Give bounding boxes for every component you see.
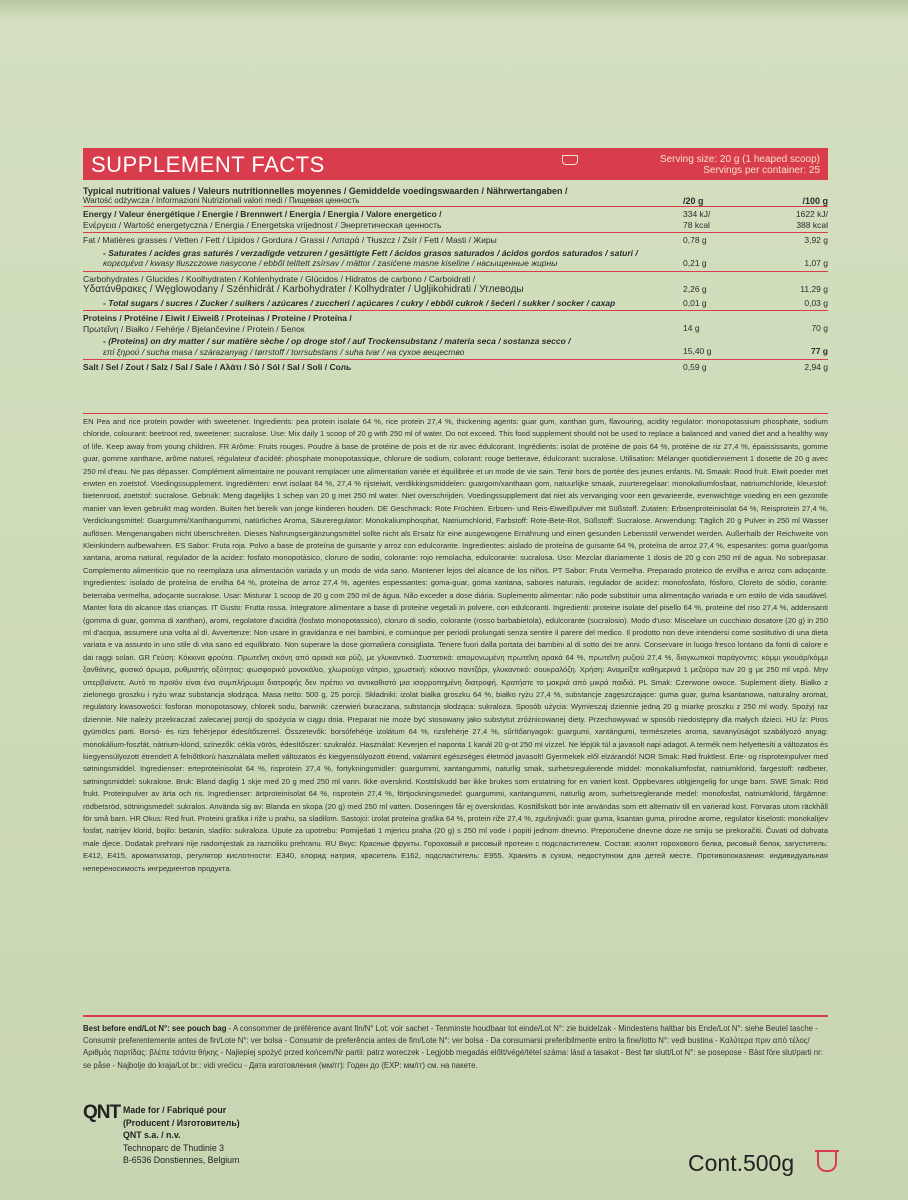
made-for-label: Made for / Fabriqué pour <box>123 1105 227 1115</box>
servings-per-container: Servings per container: 25 <box>703 165 820 176</box>
column-20g: /20 g <box>683 196 704 206</box>
serving-size: Serving size: 20 g (1 heaped scoop) <box>659 154 820 165</box>
sugars-100: 0,03 g <box>804 297 828 308</box>
sugars-label: - Total sugars / sucres / Zucker / suikers / azúcares / zuccheri / açúcares / cukry / ebből cukrok / šećeri / sukker / socker / сахар <box>103 297 616 308</box>
dry-matter-label: - (Proteins) on dry matter / sur matière sèche / op droge stof / auf Trockensubstanz / materia seca / sostanza secco / <box>103 336 571 346</box>
scoop-icon <box>562 155 578 165</box>
saturates-label-2: κορεσμένα / kwasy tłuszczowe nasycone / ebből telített zsírsav / mättor / zasićene masne kiseline / насыщенные жирны <box>103 258 558 268</box>
supplement-facts-title: SUPPLEMENT FACTS <box>83 148 558 180</box>
fat-20: 0,78 g <box>683 235 707 245</box>
sugars-20: 0,01 g <box>683 297 707 308</box>
company-name: QNT s.a. / n.v. <box>123 1130 181 1141</box>
salt-row <box>83 359 828 375</box>
typical-values-label-2: Wartość odżywcza / Informazioni Nutrizionali valori medi / Пищевая ценность <box>83 196 360 205</box>
best-before-label: Best before end/Lot N°: see pouch bag <box>83 1024 227 1033</box>
producer-label: (Producent / Изготовитель) <box>123 1117 240 1128</box>
estimated-sign-icon <box>817 1150 837 1172</box>
energy-kj-100: 1622 kJ/ <box>795 209 828 219</box>
multilingual-ingredients-text: EN Pea and rice protein powder with sweetener. Ingredients: pea protein isolate 64 %, rice protein 27,4 %, thickening agents: guar gum, xanthan gum, flavouring, acidity regulator: monopotassium phosphate, sodium chloride, colourant: beetroot red, sweetener: sucralose. Use: Mix daily 1 scoop of 20 g with 250 ml of water. Do not exceed. This food supplement should not be used to replace a balanced and varied diet and a healthy way of life. Keep away from young children. FR Arôme: Fruits rouges. Poudre à base de protéine de pois et de riz avec édulcorant. Ingrédients: isolat de protéine de pois 64 %, protéine de riz 27,4 %, épaississants, gomme guar, gomme xanthane, arôme naturel, régulateur d'acidité: phosphate monopotassique, chlorure de sodium, colorant: rouge betterave, édulcorant: sucralose. Utilisation: Mélanger quotidiennement 1 dosette de 20 g avec 250 ml d'eau. Ne pas dépasser. Complément alimentaire ne pouvant remplacer une alimentation variée et équilibrée et un mode de vie sain. Tenir hors de portée des jeunes enfants. NL Smaak: Rood fruit. Eiwit poeder met erwten en zoetstof. Voedingssupplement. Ingrediënten: erwt isolaat 64 %, 27,4 % rijsteiwit, verdikkingsmiddelen: guargom/xanthaan gom, natuurlijke smaak, zuurteregelaar: monokaliumfosfaat, natriumchloride, kleurstof: bietenrood, zoetstof: sucralose. Gebruik: Meng dagelijks 1 schep van 20 g met 250 ml water. Niet overschrijden. Voedingssupplement dat niet als vervanging voor een gevarieerde, evenwichtige voeding en een gezonde manier van leven gebruikt mag worden. Buiten het bereik van jonge kinderen houden. DE Geschmack: Rote Früchten. Erbsen- und Reis-Eiweißpulver mit Süßstoff. Zutaten: Erbsenproteinisolat 64 %, Reisprotein 27,4 %, Verdickungsmittel: Guargummi/Xanthangummi, natürliches Aroma, Säureregulator: Monokaliumphosphat, Natriumchlorid, Farbstoff: Rote-Bete-Rot, Süßstoff: Sucralose. Anwendung: Täglich 20 g Pulver in 250 ml Wasser auflösen. Mengenangaben nicht überschreiten. Dieses Nahrungsergänzungsmittel sollte nicht als Ersatz für eine ausgewogene Ernährung und einen gesunden Lebensstil verwendet werden. Außerhalb der Reichweite von Kleinkindern aufbewahren. ES Sabor: Fruta roja. Polvo a base de proteína de guisante y arroz con edulcorante. Ingredientes: aislado de proteína de guisante 64 %, proteína de arroz 27,4 %, espesantes: goma guar/goma xantana, aroma natural, regulador de la acidez: fosfato monopotásico, cloruro de sodio, colorante: rojo remolacha, edulcorante: sucralosa. Uso: Mezclar diariamente 1 dosis de 20 g con 250 ml de agua. No sobrepasar. Complemento alimenticio que no reemplaza una alimentación variada y un modo de vida sano. Mantener lejos del alcance de los niños. PT Sabor: Fruta Vermelha. Preparado proteico de ervilha e arroz com adoçante. Ingredientes: isolado de proteína de ervilha 64 %, proteína de arroz 27,4 %, agentes espessantes: goma-guar, goma xantana, sabores naturais, regulador de acidez: monofosfato, fósforo, Cloreto de sódio, corante: beterraba vermelha, adoçante sucralose. Usar: Misturar 1 scoop de 20 g com 250 ml de água. Não exceder a dose diária. Suplemento alimentar: não pode substituir uma alimentação variada e um estilo de vida saudável. Manter fora do alcance das crianças. IT Gusto: Frutta rossa. Integratore alimentare a base di proteine vegetali in polvere, con edulcoranti. Ingredienti: proteine isolate del pisello 64 %, proteine del riso 27,4 %, addensanti (gomma di guar, gomma di xanthan), aromi, regolatore d'acidità (fosfato monopotassico), cloruro di sodio, colorante (rosso barbabietola), edulcorante (sucralosio). Modo d'uso: Miscelare un cucchiaio dosatore (20 g) in 250 ml d'acqua, assumere una volta al dì. Avvertenze: Non usare in gravidanza e nei bambini, e comunque per periodi prolungati senza sentire il parere del medico. Il prodotto non deve intendersi come sostitutivo di una dieta variata e va assunto in uno stile di vita sano ed equilibrato. Non superare la dose giornaliera consigliata. Tenere fuori dalla portata dei bambini al di sotto dei tre anni. Conservare in luogo fresco lontano da fonti di calore e dai raggi solari. GR Γεύση: Κόκκινα φρούτα. Πρωτεΐνη σκόνη από αρακά και ρύζι, με γλυκαντικό. Συστατικά: απομονωμένη πρωτεΐνη αρακά 64 %, πρωτεΐνη ρυζιού 27,4 %, διογκωτικοί παράγοντες: κόμμι γκουάρ/κόμμι ξανθάνης, φυσικό άρωμα, ρυθμιστής οξύτητας: φωσφορικό μονοκάλιο, χλωριούχο νάτριο, χρωστική: κόκκινο παντζάρι, γλυκαντικό: σουκραλόζη. Χρήση: Αναμείξτε καθημερινά 1 μεζούρα των 20 g με 250 ml νερό. Μην υπερβαίνετε. Αυτό το προϊόν είναι ένα συμπλήρωμα διατροφής δεν πρέπει να αντικαθιστά μια ισορροπημένη διατροφή. Κρατήστε το μακριά από μικρά παιδιά. PL Smak: Czerwone owoce. Suplement diety. Białko z zielonego groszku i ryżu wraz substancja słodząca. Masa netto: 500 g, 25 porcji. Składniki: izolat białka groszku 64 %, białko ryżu 27,4 %, substancje zagęszczające: guma guar, guma ksantanowa, naturalny aromat, regulatory kwasowości: fosforan monopotasowy, chlorek sodu, barwnik: czerwień buraczana, substancja słodząca: sukraloza. Sposób użycia: Wymieszaj dziennie jedną 20 g miarkę proszku z 250 ml wody. Spożyj raz dziennie. Nie należy przekraczać zalecanej porcji do spożycia w ciągu dnia. Preparat nie może być stosowany jako substytut zróżnicowanej diety. Przechowywać w sposób niedostępny dla małych dzieci. HU Íz: Piros gyümölcs parti. Borsó- és rizs fehérjepor édesítőszerrel. Összetevők: borsófehérje izolátum 64 %, rizsfehérje 27,4 %, sűrítőanyagok: guargumi, xantángumi, természetes aroma, savanyúságot szabályozó anyag: monokálium-foszfát, nátrium-klorid, színezők: cékla vörös, édesítőszer: szukralóz. Használat: Keverjen el naponta 1 kanál 20 g-ot 250 ml vízzel. Ne lépjük túl a javasolt napi adagot. A termék nem helyettesíti a változatos és kiegyensúlyozott étrendet! A felnőttkorú használata mellett változatos és kiegyensúlyozott étrend, valamint egészséges életmód javasolt! Gyermekek elől elzárandó! NOR Smak: Rød fruktlest. Erte- og risproteinpulver med søtningsmiddel. Ingredienser: erteproteinisolat 64 %, risprotein 27,4 %, fortykningsmidler: guargummi, xantangummi, naturlig smak, surhetsregulerende middel: monokaliumfosfat, natriumklorid, fargestoff: rødbeter, søtningsmiddel: sukralose. Bruk: Bland daglig 1 skje med 20 g med 250 ml vann. Ikke overskrid. Kosttilskudd bør ikke brukes som erstatning for en variert kost. Oppbevares utilgjengelig for unge barn. SWE Smak: Röd frukt. Proteinpulver av ärta och ris. Ingredienser: ärtproteinisolat 64 %, risprotein 27,4 %, förtjockningsmedel: guargummi, xantangummi, naturlig arom, surhetsreglerande medel: monofosfat, natriumklorid, färgämne: rödbetsröd, sötningsmedel: sukralos. Använda sig av: Blanda en skopa (20 g) med 250 ml vatten. Doseringen får ej överskridas. Kosttillskott bör inte användas som ett alternativ till en varierad kost. Förvaras utom räckhåll för små barn. HR Okus: Red fruit. Proteini graška i riže u prahu, sa sladilom. Sastojci: izolat proteina graška 64 %, protein riže 27,4 %, zgušnjivači: guar guma, ksantan guma, prirodne arome, regulator kiselosti: monokalijev fosfat, natrijev klorid, bojilo: betanin, sladilo: sukraloza. Upute za upotrebu: Pomiješati 1 mjericu praha (20 g) s 250 ml vode i popiti jednom dnevno. Preporučene dnevne doze ne smiju se prekoračiti. Čuvati od dohvata male djece. Dodatak prehrani nije nadomjestak za raznoliku prehranu. RU Вкус: Красные фрукты. Гороховый и рисовый протеин с подсластителем. Состав: изолят горохового белка, рисовый белок, загуститель: E412, E415, ароматизатор, регулятор кислотности: E340, хлорид натрия, краситель E162, подсластитель: E955. Хранить в сухом, недоступном для детей месте. Противопоказания: индивидуальная непереносимость ингредиентов продукта. <box>83 413 828 875</box>
fat-100: 3,92 g <box>804 235 828 245</box>
saturates-label: - Saturates / acides gras saturés / verzadigde vetzuren / gesättigte Fett / ácidos grasos saturados / ácidos gordos saturados / saturi / <box>103 247 638 258</box>
manufacturer-address <box>123 1104 240 1167</box>
fat-label: Fat / Matières grasses / Vetten / Fett / Lípidos / Gordura / Grassi / Λιπαρά / Tłuszcz / Zsír / Fett / Masti / Жиры <box>83 235 497 245</box>
best-before-text: - A consommer de préférence avant fin/N° Lot: voir sachet - Tenminste houdbaar tot einde/Lot N°: zie buidelzak - Mindestens haltbar bis Ende/Lot N°: siehe Beutel tasche - Consumir preferentemente antes de fin/Lote N°: ver bolsa - Consumir de preferência antes de fim/Lote N°: ver bolsa - Da consumarsi preferibilmente entro la fine/lotto N°: vedi bustina - Καλύτερα πριν από τέλος/Αριθμός παρτίδας: βλέπε τσάντα θήκης - Najlepiej spożyć przed końcem/Nr partii: patrz woreczek - Legjobb megadás előtt/végé/tétel száma: lásd a tasakot - Best før slutt/Lot N°: se posepose - Bäst före slut/parti nr: se påse - Najbolje do kraja/Lot br.: vidi vrećicu - Дата изготовления (мм/гг): Годен до (EXP: мм/гг) см. на пакете. <box>83 1024 823 1070</box>
proteins-20: 14 g <box>683 323 700 333</box>
dry-matter-label-2: επί ξηρού / sucha masa / szárazanyag / tørrstoff / torrsubstans / suha tvar / на сухое вещество <box>103 346 465 357</box>
carbohydrates-row <box>83 271 828 298</box>
dry-matter-20: 15,40 g <box>683 346 712 356</box>
energy-label: Energy / Valeur énergétique / Energie / Brennwert / Energía / Energia / Valore energetico / <box>83 209 442 219</box>
sugars-row <box>83 298 828 311</box>
energy-kcal-20: 78 kcal <box>683 219 710 230</box>
salt-label: Salt / Sel / Zout / Salz / Sal / Sale / Αλάτι / Só / Sól / Sal / Soli / Соль <box>83 362 352 372</box>
saturates-row <box>83 246 828 271</box>
supplement-facts-panel <box>83 148 828 375</box>
energy-kj-20: 334 kJ/ <box>683 209 711 219</box>
dry-matter-100: 77 g <box>810 346 828 356</box>
saturates-100: 1,07 g <box>804 257 828 268</box>
carbohydrates-100: 11,29 g <box>800 283 828 294</box>
section-divider <box>83 1015 828 1017</box>
nutrition-heading <box>83 186 828 206</box>
proteins-row <box>83 310 828 336</box>
fat-row <box>83 232 828 246</box>
energy-label-2: Ενέργεια / Wartość energetyczna / Energia / Energetska vrijednost / Энергетическая ценность <box>83 219 442 230</box>
serving-info <box>558 148 828 180</box>
saturates-20: 0,21 g <box>683 257 707 268</box>
supplement-facts-header <box>83 148 828 180</box>
proteins-label: Proteins / Protéine / Eiwit / Eiweiß / Proteínas / Proteine / Proteína / <box>83 313 352 323</box>
column-100g: /100 g <box>802 196 828 206</box>
carbohydrates-20: 2,26 g <box>683 283 707 294</box>
best-before-block <box>83 1023 828 1072</box>
street-address: Technoparc de Thudinie 3 <box>123 1142 225 1153</box>
qnt-logo: QNT <box>83 1102 121 1123</box>
city-address: B-6536 Donstiennes, Belgium <box>123 1155 240 1166</box>
net-content: Cont.500g <box>688 1150 795 1176</box>
dry-matter-row <box>83 336 828 359</box>
energy-kcal-100: 388 kcal <box>796 219 828 230</box>
salt-100: 2,94 g <box>804 362 828 372</box>
salt-20: 0,59 g <box>683 362 707 372</box>
proteins-label-2: Πρωτεΐνη / Białko / Fehérje / Bjelančevine / Protein / Белок <box>83 323 305 334</box>
carbohydrates-label: Carbohydrates / Glucides / Koolhydraten / Kohlenhydrate / Glúcidos / Hidratos de carbono / Carboidrati / <box>83 273 476 284</box>
proteins-100: 70 g <box>811 323 828 333</box>
energy-row <box>83 206 828 232</box>
typical-values-label: Typical nutritional values / Valeurs nutritionnelles moyennes / Gemiddelde voedingswaarden / Nährwertangaben / <box>83 186 568 196</box>
carbohydrates-label-2: Υδατάνθρακες / Węglowodany / Szénhidrát / Karbohydrater / Kolhydrater / Ugljikohidrati / Углеводы <box>83 284 524 295</box>
